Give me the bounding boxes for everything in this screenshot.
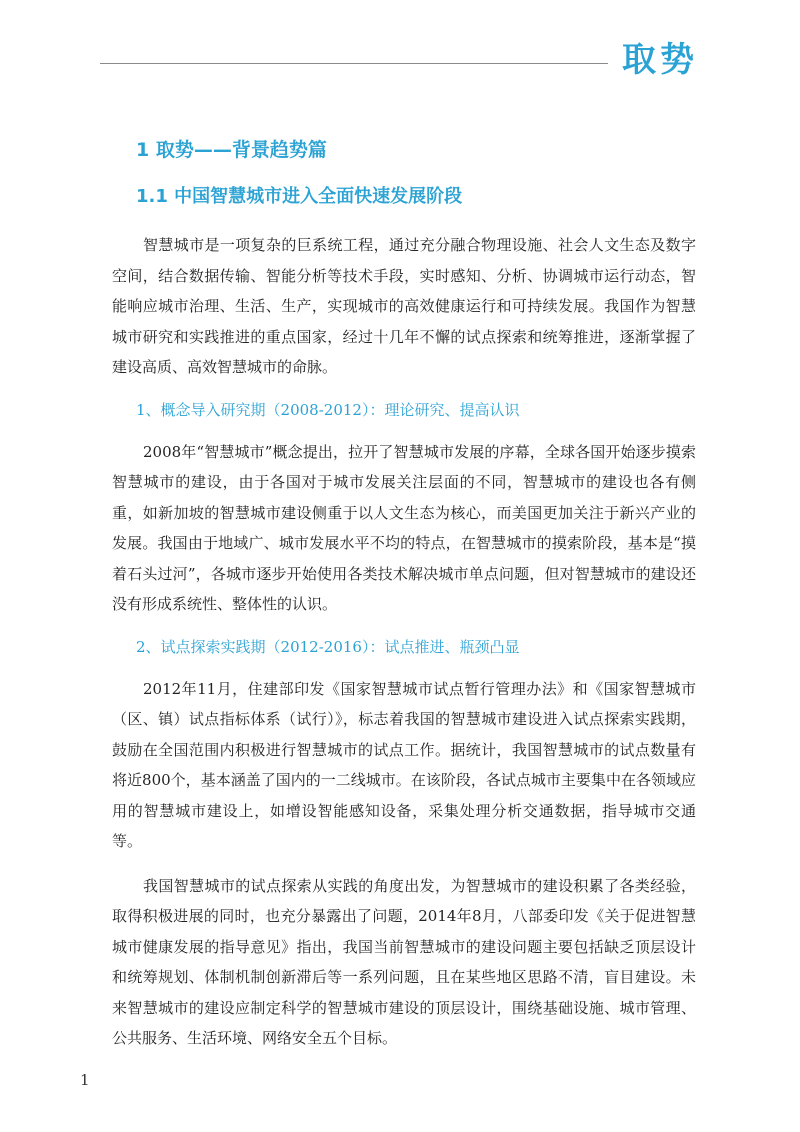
phase2b-paragraph: 我国智慧城市的试点探索从实践的角度出发，为智慧城市的建设积累了各类经验，取得积极进展的同时，也充分暴露出了问题，2014年8月，八部委印发《关于促进智慧城市健康发展的指导意见》指出，我国当前智慧城市的建设问题主要包括缺乏顶层设计和统筹规划、体制机制创新滞后等一系列问题，且在某些地区思路不清，盲目建设。未来智慧城市的建设应制定科学的智慧城市建设的顶层设计，围绕基础设施、城市管理、公共服务、生活环境、网络安全五个目标。 — [112, 876, 696, 1047]
subsection-heading: 1.1 中国智慧城市进入全面快速发展阶段 — [136, 186, 463, 207]
header-rule — [100, 63, 608, 64]
phase2-paragraph: 2012年11月，住建部印发《国家智慧城市试点暂行管理办法》和《国家智慧城市（区、镇）试点指标体系（试行）》，标志着我国的智慧城市建设进入试点探索实践期，鼓励在全国范围内积极进行智慧城市的试点工作。据统计，我国智慧城市的试点数量有将近800个，基本涵盖了国内的一二线城市。在该阶段，各试点城市主要集中在各领域应用的智慧城市建设上，如增设智能感知设备，采集处理分析交通数据，指导城市交通等。 — [112, 679, 696, 850]
phase1-heading: 1、概念导入研究期（2008-2012）：理论研究、提高认识 — [136, 400, 520, 419]
intro-paragraph: 智慧城市是一项复杂的巨系统工程，通过充分融合物理设施、社会人文生态及数字空间，结合数据传输、智能分析等技术手段，实时感知、分析、协调城市运行动态，智能响应城市治理、生活、生产，实现城市的高效健康运行和可持续发展。我国作为智慧城市研究和实践推进的重点国家，经过十几年不懈的试点探索和统筹推进，逐渐掌握了建设高质、高效智慧城市的命脉。 — [112, 236, 696, 376]
page-number: 1 — [80, 1071, 90, 1089]
page-content — [112, 134, 696, 1068]
section-heading: 1 取势——背景趋势篇 — [136, 139, 327, 161]
phase2-heading: 2、试点探索实践期（2012-2016）：试点推进、瓶颈凸显 — [136, 637, 520, 656]
phase1-paragraph: 2008年“智慧城市”概念提出，拉开了智慧城市发展的序幕，全球各国开始逐步摸索智慧城市的建设，由于各国对于城市发展关注层面的不同，智慧城市的建设也各有侧重，如新加坡的智慧城市建设侧重于以人文生态为核心，而美国更加关注于新兴产业的发展。我国由于地域广、城市发展水平不均的特点，在智慧城市的摸索阶段，基本是“摸着石头过河”，各城市逐步开始使用各类技术解决城市单点问题，但对智慧城市的建设还没有形成系统性、整体性的认识。 — [112, 442, 696, 613]
running-header-title: 取势 — [622, 40, 698, 80]
